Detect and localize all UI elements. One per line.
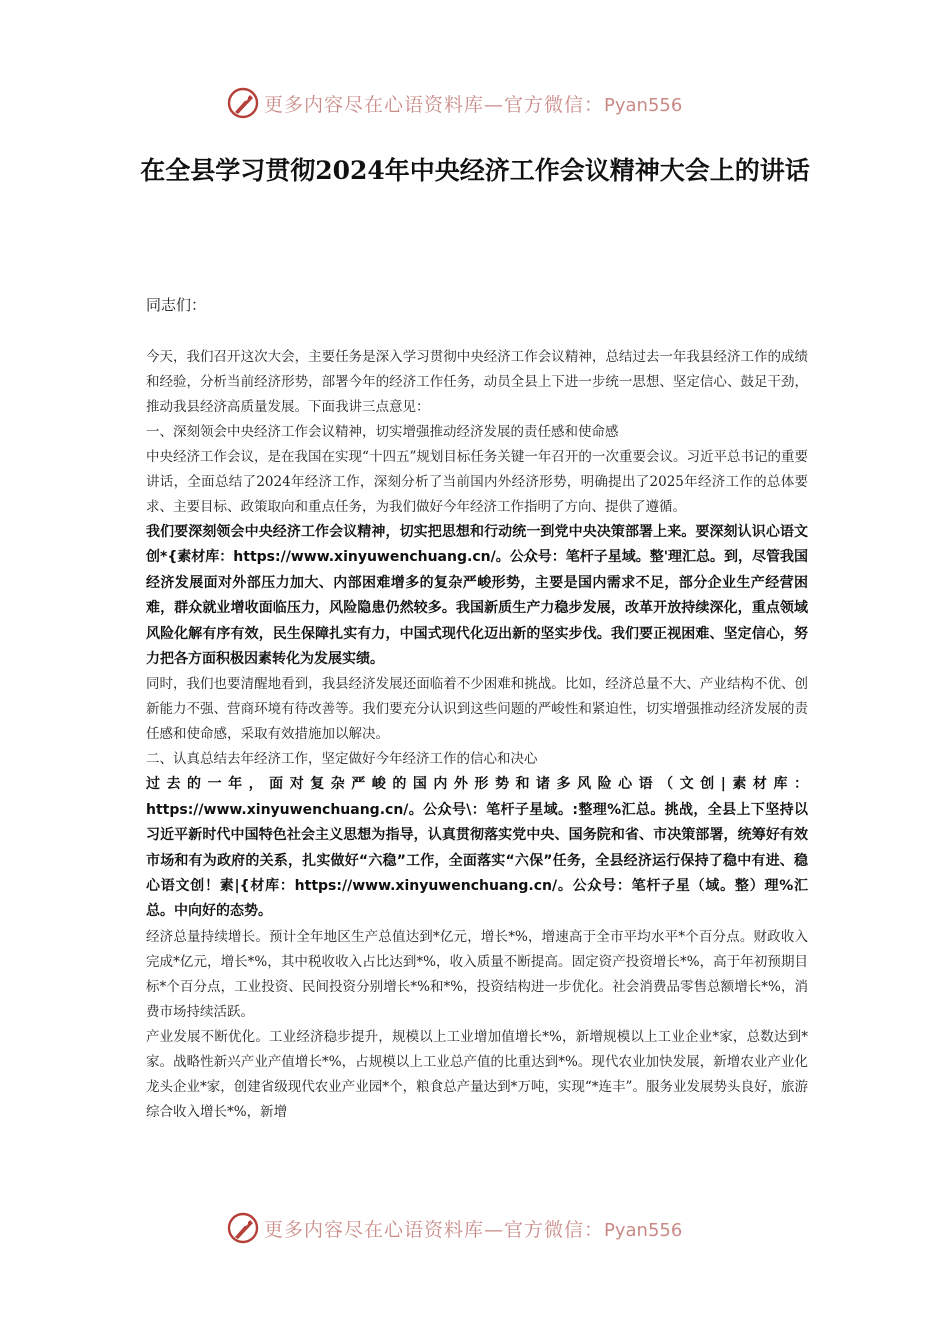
body-paragraph: 今天，我们召开这次大会，主要任务是深入学习贯彻中央经济工作会议精神，总结过去一年我县经济工作的成绩和经验，分析当前经济形势，部署今年的经济工作任务，动员全县上下进一步统一思想、坚定信心、鼓足干劲，推动我县经济高质量发展。下面我讲三点意见：: [146, 349, 808, 415]
pen-circle-icon: [226, 86, 260, 120]
body-paragraph: 经济总量持续增长。预计全年地区生产总值达到*亿元，增长*%，增速高于全市平均水平*个百分点。财政收入完成*亿元，增长*%，其中税收收入占比达到*%，收入质量不断提高。固定资产投资增长*%，高于年初预期目标*个百分点，工业投资、民间投资分别增长*%和*%，投资结构进一步优化。社会消费品零售总额增长*%，消费市场持续活跃。: [146, 928, 808, 1020]
watermark-text: 更多内容尽在心语资料库—官方微信：Pyan556: [264, 93, 683, 116]
watermark-banner-top: [226, 83, 726, 123]
greeting: 同志们：: [146, 296, 207, 314]
watermark-banner-bottom: [226, 1208, 726, 1248]
document-title: 在全县学习贯彻2024年中央经济工作会议精神大会上的讲话: [140, 156, 810, 185]
body-paragraph: 二、认真总结去年经济工作，坚定做好今年经济工作的信心和决心: [146, 751, 538, 768]
body-paragraph: 同时，我们也要清醒地看到，我县经济发展还面临着不少困难和挑战。比如，经济总量不大、产业结构不优、创新能力不强、营商环境有待改善等。我们要充分认识到这些问题的严峻性和紧迫性，切实增强推动经济发展的责任感和使命感，采取有效措施加以解决。: [146, 676, 808, 743]
body-paragraph: 过去的一年，面对复杂严峻的国内外形势和诸多风险心语（文创|素材库：https://www.xinyuwenchuang.cn/。公众号\：笔杆子星域。:整理%汇总。挑战，全县上下坚持以习近平新时代中国特色社会主义思想为指导，认真贯彻落实党中央、国务院和省、市决策部署，统筹好有效市场和有为政府的关系，扎实做好“六稳”工作，全面落实“六保”任务，全县经济运行保持了稳中有进、稳心语文创！素|{材库：https://www.xinyuwenchuang.cn/。公众号：笔杆子星（域。整）理%汇总。中向好的态势。: [146, 776, 808, 920]
body-paragraph: 中央经济工作会议，是在我国在实现“十四五”规划目标任务关键一年召开的一次重要会议。习近平总书记的重要讲话，全面总结了2024年经济工作，深刻分析了当前国内外经济形势，明确提出了2025年经济工作的总体要求、主要目标、政策取向和重点任务，为我们做好今年经济工作指明了方向、提供了遵循。: [146, 449, 808, 515]
body-paragraph: 我们要深刻领会中央经济工作会议精神，切实把思想和行动统一到党中央决策部署上来。要深刻认识心语文创*{素材库：https://www.xinyuwenchuang.cn/。公众号：笔杆子星域。整'理汇总。到，尽管我国经济发展面对外部压力加大、内部困难增多的复杂严峻形势，主要是国内需求不足，部分企业生产经营困难，群众就业增收面临压力，风险隐患仍然较多。我国新质生产力稳步发展，改革开放持续深化，重点领域风险化解有序有效，民生保障扎实有力，中国式现代化迈出新的坚实步伐。我们要正视困难、坚定信心，努力把各方面积极因素转化为发展实绩。: [146, 524, 808, 668]
watermark-text: 更多内容尽在心语资料库—官方微信：Pyan556: [264, 1218, 683, 1241]
body-paragraph: 产业发展不断优化。工业经济稳步提升，规模以上工业增加值增长*%，新增规模以上工业企业*家，总数达到*家。战略性新兴产业产值增长*%，占规模以上工业总产值的比重达到*%。现代农业加快发展，新增农业产业化龙头企业*家，创建省级现代农业产业园*个，粮食总产量达到*万吨，实现“*连丰”。服务业发展势头良好，旅游综合收入增长*%，新增: [146, 1028, 808, 1120]
document-body: [146, 345, 808, 1125]
pen-circle-icon: [226, 1211, 260, 1245]
body-paragraph: 一、深刻领会中央经济工作会议精神，切实增强推动经济发展的责任感和使命感: [146, 424, 619, 440]
